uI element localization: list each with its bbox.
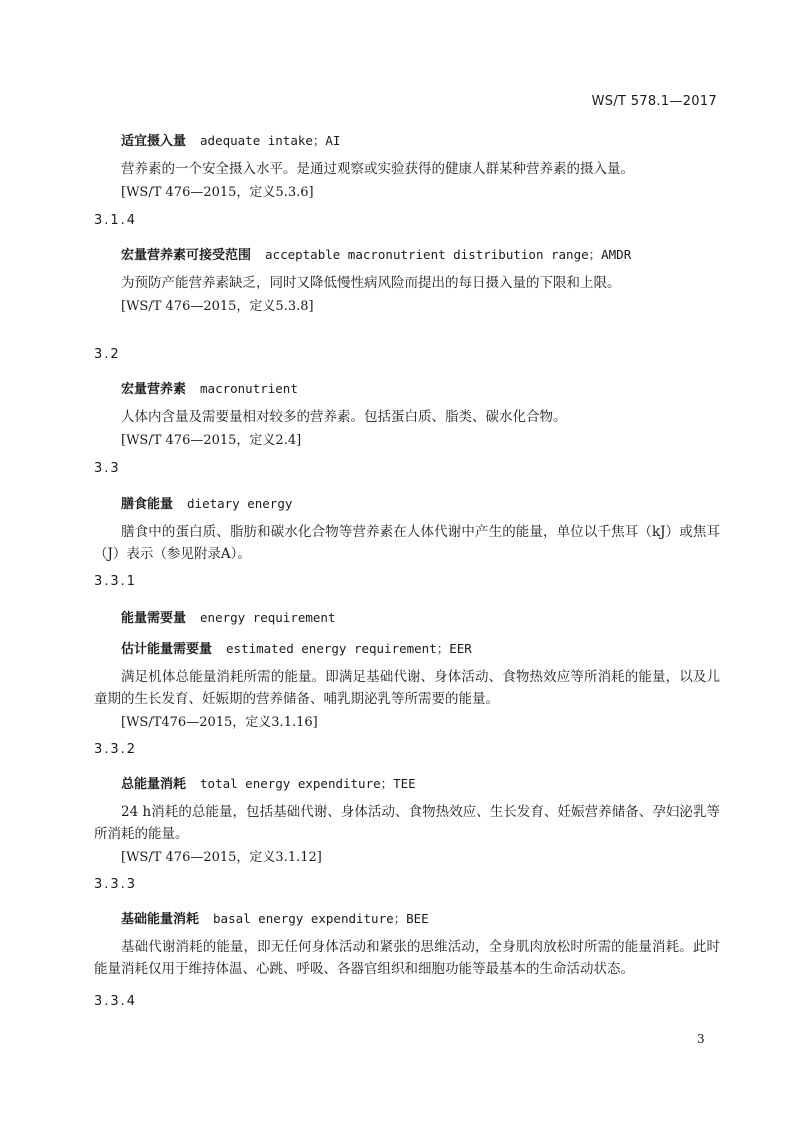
clause-number-3-1-4: 3.1.4 [94, 213, 138, 228]
term-zh: 宏量营养素可接受范围 [121, 248, 252, 263]
term-en: acceptable macronutrient distribution range；AMDR [265, 247, 632, 262]
clause-number-3-3-3: 3.3.3 [94, 877, 138, 892]
reference-tee: [WS/T 476—2015，定义3.1.12] [121, 850, 322, 865]
reference-amdr: [WS/T 476—2015，定义5.3.8] [121, 299, 314, 314]
term-zh: 膳食能量 [121, 497, 174, 512]
definition-bee: 基础代谢消耗的能量，即无任何身体活动和紧张的思维活动，全身肌肉放松时所需的能量消耗。此时能量消耗仅用于维持体温、心跳、呼吸、各器官组织和细胞功能等最基本的生命活动状态。 [94, 939, 720, 977]
term-en: basal energy expenditure；BEE [213, 911, 429, 926]
definition-energy-requirement: 满足机体总能量消耗所需的能量。即满足基础代谢、身体活动、食物热效应等所消耗的能量，以及儿童期的生长发育、妊娠期的营养储备、哺乳期泌乳等所需要的能量。 [94, 669, 720, 707]
term-heading-macronutrient [121, 378, 298, 397]
term-zh: 基础能量消耗 [121, 912, 200, 927]
term-zh: 总能量消耗 [121, 777, 187, 792]
term-en: macronutrient [200, 381, 298, 396]
term-en: energy requirement [200, 610, 336, 625]
term-heading-eer [121, 638, 472, 657]
definition-dietary-energy: 膳食中的蛋白质、脂肪和碳水化合物等营养素在人体代谢中产生的能量，单位以千焦耳（kJ）或焦耳（J）表示（参见附录A）。 [94, 524, 720, 562]
term-zh: 能量需要量 [121, 611, 187, 626]
clause-number-3-3-2: 3.3.2 [94, 742, 138, 757]
definition-amdr: 为预防产能营养素缺乏，同时又降低慢性病风险而提出的每日摄入量的下限和上限。 [121, 275, 621, 291]
term-heading-dietary-energy [121, 493, 292, 512]
definition-ai: 营养素的一个安全摄入水平。是通过观察或实验获得的健康人群某种营养素的摄入量。 [121, 161, 634, 177]
term-zh: 估计能量需要量 [121, 642, 213, 657]
reference-energy-requirement: [WS/T476—2015，定义3.1.16] [121, 715, 318, 730]
reference-ai: [WS/T 476—2015，定义5.3.6] [121, 185, 314, 200]
term-zh: 宏量营养素 [121, 382, 187, 397]
clause-number-3-3-1: 3.3.1 [94, 574, 138, 589]
term-en: total energy expenditure；TEE [200, 776, 416, 791]
clause-number-3-3-4: 3.3.4 [94, 994, 138, 1009]
reference-macronutrient: [WS/T 476—2015，定义2.4] [121, 433, 302, 448]
term-heading-energy-requirement [121, 607, 335, 626]
term-en: adequate intake；AI [200, 133, 341, 148]
term-heading-bee [121, 908, 429, 927]
definition-macronutrient: 人体内含量及需要量相对较多的营养素。包括蛋白质、脂类、碳水化合物。 [121, 409, 567, 425]
term-en: dietary energy [187, 496, 293, 511]
term-heading-tee [121, 773, 416, 792]
term-en: estimated energy requirement；EER [226, 641, 472, 656]
term-zh: 适宜摄入量 [121, 134, 187, 149]
definition-tee: 24 h消耗的总能量，包括基础代谢、身体活动、食物热效应、生长发育、妊娠营养储备、孕妇泌乳等所消耗的能量。 [94, 804, 720, 842]
clause-number-3-2: 3.2 [94, 347, 121, 362]
clause-number-3-3: 3.3 [94, 461, 121, 476]
page-number: 3 [697, 1032, 705, 1046]
term-heading-amdr [121, 244, 631, 263]
standard-number: WS/T 578.1—2017 [591, 94, 717, 109]
term-heading-ai [121, 130, 340, 149]
